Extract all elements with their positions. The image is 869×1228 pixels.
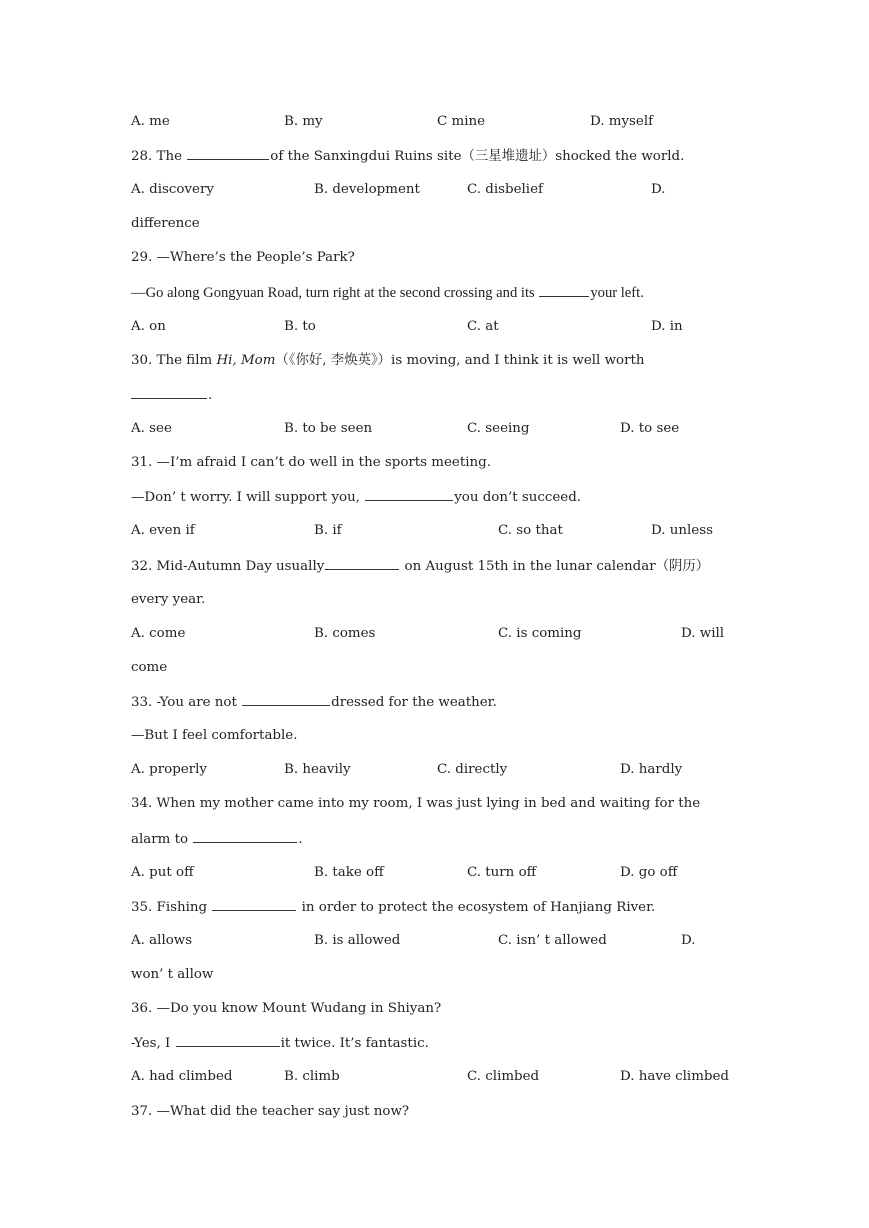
question-line-2: every year. [131,592,206,607]
answer-blank [176,1032,280,1047]
question-line-2: —But I feel comfortable. [131,728,298,743]
option-d-continued: won’ t allow [131,967,214,982]
option-c: C. climbed [467,1069,540,1084]
option-b: B. to [284,319,316,334]
option-c: C. so that [498,523,563,538]
answer-blank [365,486,453,501]
answer-blank [212,896,296,911]
option-b: B. if [314,523,342,538]
question-stem: 30. The film Hi, Mom（《你好, 李焕英》）is moving, and I think it is well worth [131,353,645,368]
question-stem: 28. The of the Sanxingdui Ruins site（三星堆遗址）shocked the world. [131,145,684,167]
option-a: A. me [131,114,170,129]
answer-blank [131,384,207,399]
answer-blank [539,282,589,297]
option-b: B. take off [314,865,384,880]
question-stem: 33. -You are not dressed for the weather. [131,691,497,713]
option-d: D. will [681,626,725,641]
option-d: D. go off [620,865,678,880]
question-stem: 32. Mid-Autumn Day usually on August 15th in the lunar calendar（阴历） [131,555,709,577]
option-d: D. unless [651,523,713,538]
option-a: A. allows [131,933,193,948]
option-d: D. to see [620,421,680,436]
option-c: C. at [467,319,499,334]
option-a: A. put off [131,865,194,880]
question-stem: 29. —Where’s the People’s Park? [131,250,355,265]
option-d-continued: come [131,660,168,675]
option-c: C mine [437,114,486,129]
option-a: A. had climbed [131,1069,233,1084]
option-c: C. is coming [498,626,582,641]
question-line-2: -Yes, I it twice. It’s fantastic. [131,1032,429,1054]
question-stem: 37. —What did the teacher say just now? [131,1104,410,1119]
option-d: D. myself [590,114,654,129]
question-line-2: alarm to . [131,828,303,850]
option-c: C. disbelief [467,182,543,197]
option-b: B. climb [284,1069,340,1084]
option-a: A. come [131,626,186,641]
option-d: D. in [651,319,683,334]
option-c: C. seeing [467,421,530,436]
option-c: C. turn off [467,865,537,880]
option-a: A. see [131,421,172,436]
option-b: B. is allowed [314,933,401,948]
question-line-2: —Go along Gongyuan Road, turn right at the second crossing and its your left. [131,282,644,304]
option-b: B. development [314,182,420,197]
option-b: B. comes [314,626,376,641]
option-c: C. directly [437,762,508,777]
option-a: A. discovery [131,182,214,197]
question-stem: 36. —Do you know Mount Wudang in Shiyan? [131,1001,442,1016]
option-b: B. heavily [284,762,351,777]
option-d: D. [681,933,696,948]
option-c: C. isn’ t allowed [498,933,607,948]
answer-blank [193,828,297,843]
answer-blank [187,145,269,160]
question-line-2: . [131,384,212,406]
option-d-continued: difference [131,216,200,231]
question-line-2: —Don’ t worry. I will support you, you don’t succeed. [131,486,581,508]
question-stem: 35. Fishing in order to protect the ecosystem of Hanjiang River. [131,896,655,918]
option-d: D. hardly [620,762,683,777]
option-b: B. to be seen [284,421,373,436]
option-a: A. even if [131,523,195,538]
answer-blank [325,555,399,570]
option-d: D. [651,182,666,197]
option-b: B. my [284,114,323,129]
film-title: Hi, Mom [216,353,276,368]
answer-blank [242,691,330,706]
option-a: A. properly [131,762,207,777]
question-stem: 31. —I’m afraid I can’t do well in the sports meeting. [131,455,491,470]
option-d: D. have climbed [620,1069,729,1084]
question-stem: 34. When my mother came into my room, I was just lying in bed and waiting for the [131,796,701,811]
option-a: A. on [131,319,166,334]
